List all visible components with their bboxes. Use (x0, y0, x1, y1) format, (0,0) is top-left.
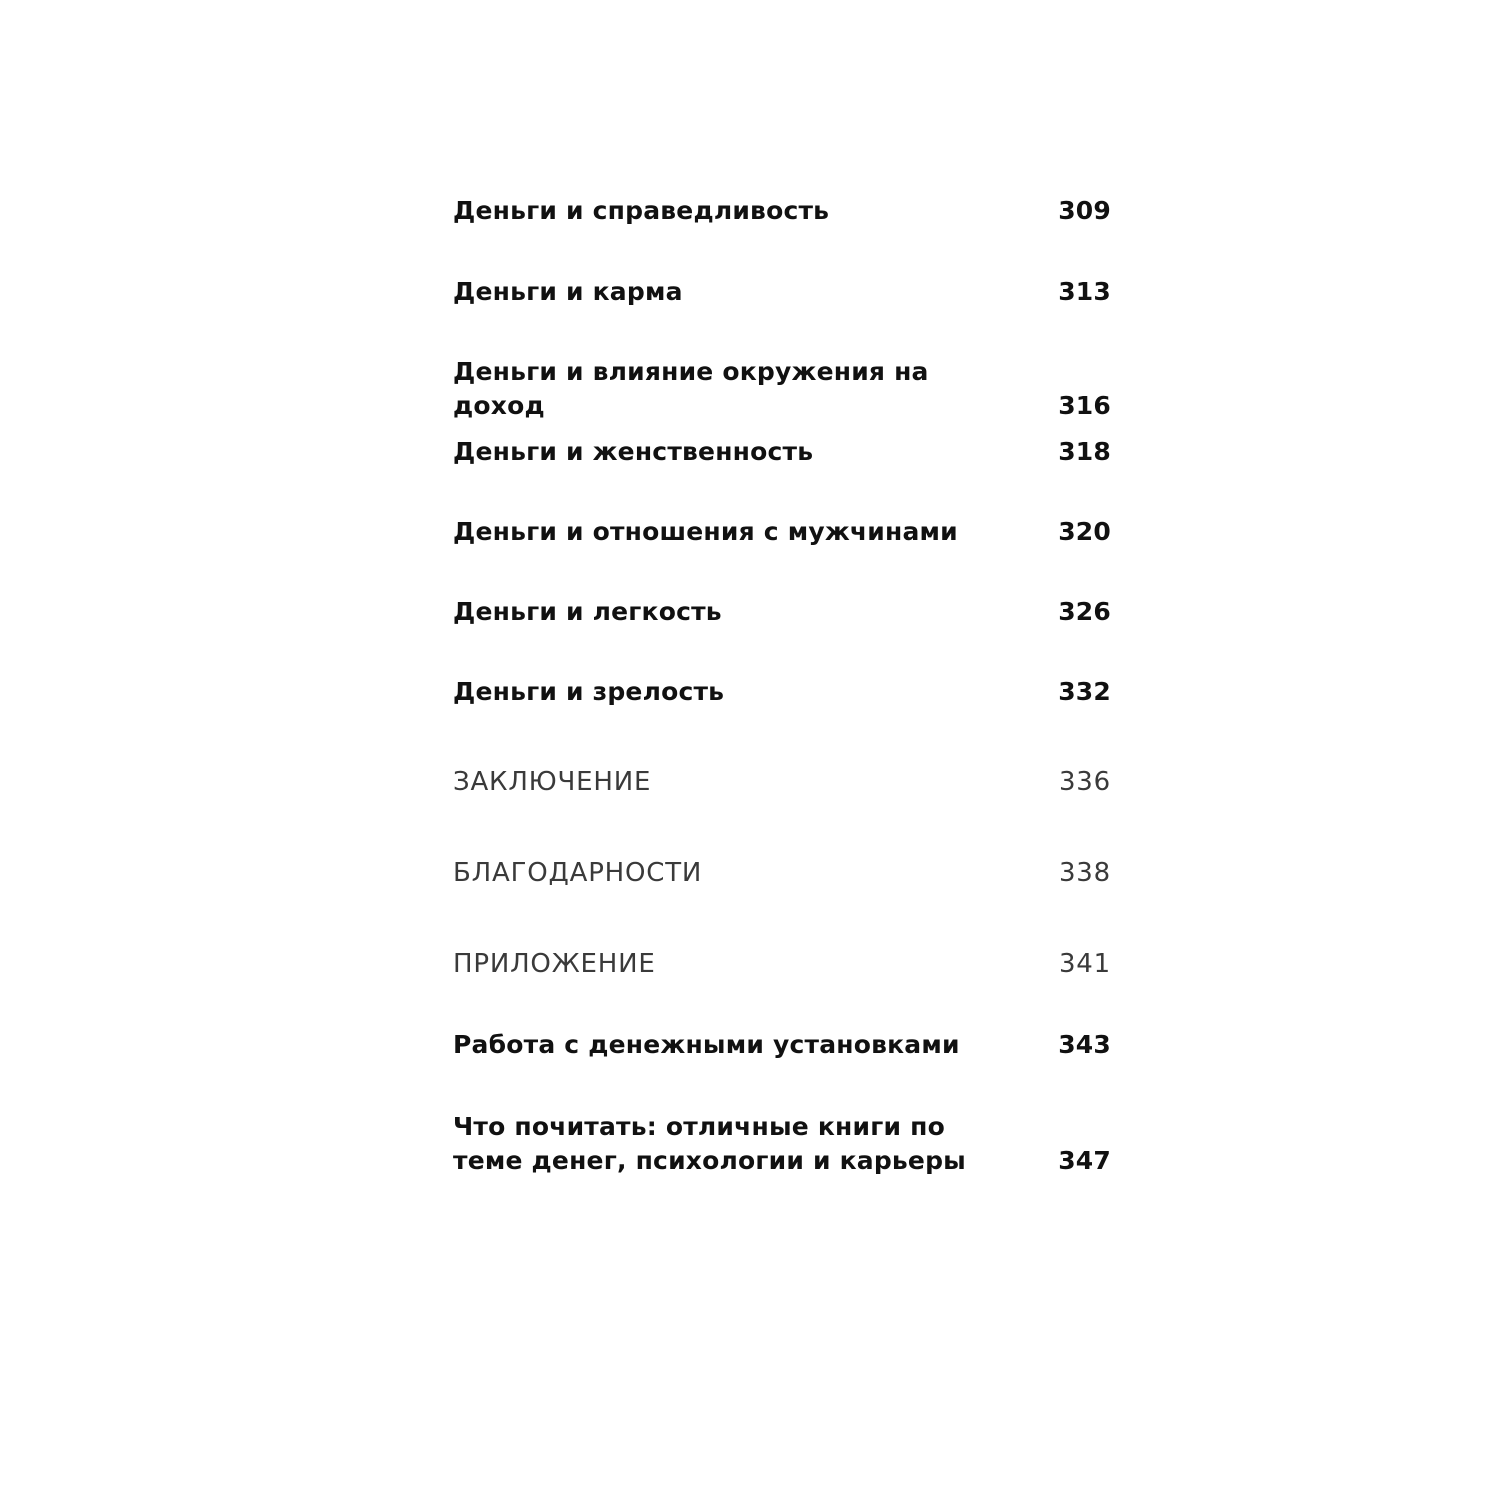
toc-entry-conclusion (453, 765, 1111, 799)
toc-entry-title: Работа с денежными установками (453, 1030, 960, 1059)
toc-entry-reading-list (453, 1110, 1111, 1178)
toc-entry-title: Деньги и легкость (453, 597, 722, 626)
toc-entry-title: Деньги и справедливость (453, 196, 830, 225)
toc-entry-page: 336 (1058, 767, 1111, 797)
toc-entry-appendix (453, 947, 1111, 981)
toc-entry-page: 313 (1058, 277, 1111, 306)
toc-entry-title: Деньги и зрелость (453, 677, 725, 706)
toc-entry-page: 318 (1058, 437, 1111, 466)
toc-entry-page: 326 (1058, 597, 1111, 626)
toc-entry-money-beliefs (453, 1028, 1111, 1062)
toc-entry-justice (453, 194, 1111, 228)
toc-entry-page: 332 (1058, 677, 1111, 706)
toc-entry-page: 343 (1058, 1030, 1111, 1059)
toc-entry-title: БЛАГОДАРНОСТИ (453, 858, 703, 888)
toc-entry-page: 341 (1058, 949, 1111, 979)
toc-entry-relationships (453, 515, 1111, 549)
toc-entry-page: 309 (1058, 196, 1111, 225)
toc-entry-title: Деньги и женственность (453, 437, 814, 466)
toc-entry-page: 347 (1058, 1146, 1111, 1175)
toc-entry-page: 316 (1058, 391, 1111, 420)
toc-entry-acknowledgements (453, 856, 1111, 890)
toc-entry-page: 338 (1058, 858, 1111, 888)
toc-entry-title: Деньги и карма (453, 277, 683, 306)
toc-entry-title: Деньги и влияние окружения на доход (453, 357, 929, 420)
toc-entry-title: Что почитать: отличные книги по теме денег, психологии и карьеры (453, 1112, 966, 1175)
toc-entry-maturity (453, 675, 1111, 709)
toc-entry-femininity (453, 435, 1111, 469)
toc-entry-page: 320 (1058, 517, 1111, 546)
toc-entry-environment (453, 355, 1111, 423)
toc-entry-title: ЗАКЛЮЧЕНИЕ (453, 767, 652, 797)
toc-entry-title: Деньги и отношения с мужчинами (453, 517, 958, 546)
toc-entry-karma (453, 275, 1111, 309)
toc-entry-title: ПРИЛОЖЕНИЕ (453, 949, 656, 979)
toc-entry-ease (453, 595, 1111, 629)
